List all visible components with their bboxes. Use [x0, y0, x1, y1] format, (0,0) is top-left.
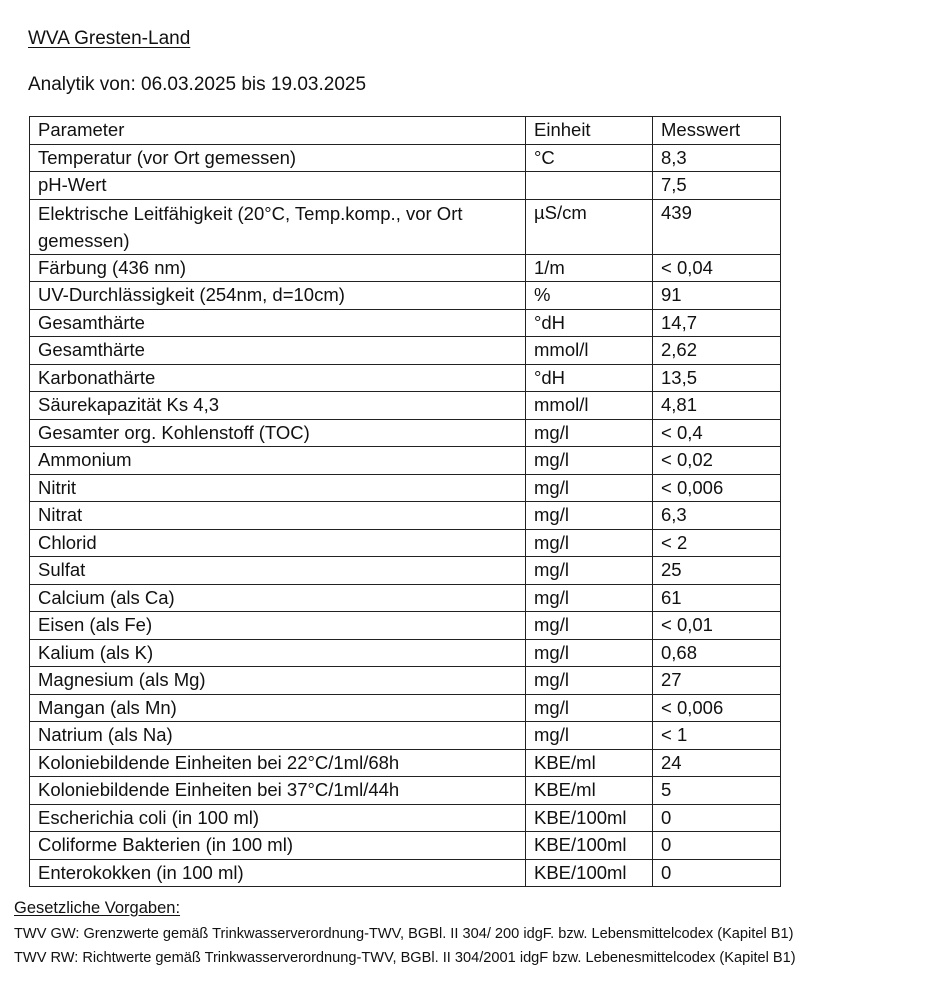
legal-line-grenzwerte: TWV GW: Grenzwerte gemäß Trinkwasserverordnung-TWV, BGBl. II 304/ 200 idgF. bzw. Lebensmittelcodex (Kapitel B1) — [14, 926, 794, 942]
table-row — [30, 639, 781, 667]
cell-value: < 1 — [653, 722, 781, 750]
table-row — [30, 447, 781, 475]
cell-value: 91 — [653, 282, 781, 310]
cell-value: 0 — [653, 804, 781, 832]
table-row — [30, 777, 781, 805]
cell-value: < 0,01 — [653, 612, 781, 640]
cell-value: 2,62 — [653, 337, 781, 365]
cell-unit: mg/l — [526, 419, 653, 447]
table-row — [30, 612, 781, 640]
cell-value: 61 — [653, 584, 781, 612]
analysis-table — [29, 116, 781, 887]
cell-value: 4,81 — [653, 392, 781, 420]
table-row — [30, 584, 781, 612]
cell-unit: mg/l — [526, 529, 653, 557]
cell-unit: % — [526, 282, 653, 310]
legal-heading: Gesetzliche Vorgaben: — [14, 899, 181, 917]
cell-parameter: Enterokokken (in 100 ml) — [30, 859, 526, 887]
cell-parameter: Säurekapazität Ks 4,3 — [30, 392, 526, 420]
cell-value: 7,5 — [653, 172, 781, 200]
cell-parameter: Magnesium (als Mg) — [30, 667, 526, 695]
cell-parameter: Ammonium — [30, 447, 526, 475]
legal-line-richtwerte: TWV RW: Richtwerte gemäß Trinkwasserverordnung-TWV, BGBl. II 304/2001 idgF bzw. Lebenesmittelcodex (Kapitel B1) — [14, 950, 796, 966]
cell-parameter: pH-Wert — [30, 172, 526, 200]
cell-value: 0 — [653, 832, 781, 860]
cell-parameter: Nitrit — [30, 474, 526, 502]
cell-parameter: Sulfat — [30, 557, 526, 585]
table-row — [30, 859, 781, 887]
cell-unit: mg/l — [526, 502, 653, 530]
cell-unit: mg/l — [526, 474, 653, 502]
table-row — [30, 392, 781, 420]
table-row — [30, 419, 781, 447]
cell-parameter: Nitrat — [30, 502, 526, 530]
cell-value: 25 — [653, 557, 781, 585]
cell-value: < 2 — [653, 529, 781, 557]
cell-parameter: Färbung (436 nm) — [30, 254, 526, 282]
table-row — [30, 502, 781, 530]
cell-unit: mg/l — [526, 612, 653, 640]
cell-unit: mmol/l — [526, 392, 653, 420]
cell-value: 5 — [653, 777, 781, 805]
cell-parameter: Gesamthärte — [30, 309, 526, 337]
cell-parameter: UV-Durchlässigkeit (254nm, d=10cm) — [30, 282, 526, 310]
cell-parameter: Kalium (als K) — [30, 639, 526, 667]
cell-parameter: Gesamter org. Kohlenstoff (TOC) — [30, 419, 526, 447]
cell-value: 14,7 — [653, 309, 781, 337]
header-value: Messwert — [653, 117, 781, 145]
cell-value: 439 — [653, 199, 781, 254]
table-row — [30, 557, 781, 585]
cell-parameter: Coliforme Bakterien (in 100 ml) — [30, 832, 526, 860]
cell-parameter: Eisen (als Fe) — [30, 612, 526, 640]
cell-parameter: Escherichia coli (in 100 ml) — [30, 804, 526, 832]
table-row — [30, 309, 781, 337]
cell-unit: mg/l — [526, 639, 653, 667]
cell-unit: mg/l — [526, 694, 653, 722]
document-title: WVA Gresten-Land — [28, 28, 191, 49]
table-row — [30, 832, 781, 860]
table-row — [30, 364, 781, 392]
cell-value: 6,3 — [653, 502, 781, 530]
cell-unit: KBE/100ml — [526, 859, 653, 887]
table-row — [30, 282, 781, 310]
cell-parameter: Koloniebildende Einheiten bei 22°C/1ml/68h — [30, 749, 526, 777]
cell-parameter: Mangan (als Mn) — [30, 694, 526, 722]
cell-unit — [526, 172, 653, 200]
cell-unit: 1/m — [526, 254, 653, 282]
table-row — [30, 474, 781, 502]
cell-value: 8,3 — [653, 144, 781, 172]
table-row — [30, 254, 781, 282]
analysis-period: Analytik von: 06.03.2025 bis 19.03.2025 — [28, 74, 367, 95]
cell-unit: µS/cm — [526, 199, 653, 254]
cell-parameter: Calcium (als Ca) — [30, 584, 526, 612]
cell-unit: mg/l — [526, 557, 653, 585]
cell-unit: °dH — [526, 309, 653, 337]
cell-unit: mg/l — [526, 667, 653, 695]
table-header-row — [30, 117, 781, 145]
cell-parameter: Temperatur (vor Ort gemessen) — [30, 144, 526, 172]
cell-parameter: Natrium (als Na) — [30, 722, 526, 750]
table-row — [30, 722, 781, 750]
cell-unit: mg/l — [526, 447, 653, 475]
cell-value: < 0,02 — [653, 447, 781, 475]
table-row — [30, 749, 781, 777]
header-parameter: Parameter — [30, 117, 526, 145]
cell-parameter: Elektrische Leitfähigkeit (20°C, Temp.komp., vor Ort gemessen) — [30, 199, 526, 254]
cell-unit: °C — [526, 144, 653, 172]
table-row — [30, 199, 781, 254]
table-row — [30, 694, 781, 722]
cell-value: 24 — [653, 749, 781, 777]
table-row — [30, 804, 781, 832]
cell-unit: °dH — [526, 364, 653, 392]
table-row — [30, 144, 781, 172]
cell-value: < 0,04 — [653, 254, 781, 282]
header-unit: Einheit — [526, 117, 653, 145]
table-row — [30, 172, 781, 200]
cell-unit: KBE/100ml — [526, 804, 653, 832]
table-row — [30, 529, 781, 557]
table-row — [30, 337, 781, 365]
cell-unit: mg/l — [526, 584, 653, 612]
cell-value: 0 — [653, 859, 781, 887]
cell-parameter: Gesamthärte — [30, 337, 526, 365]
cell-parameter: Koloniebildende Einheiten bei 37°C/1ml/44h — [30, 777, 526, 805]
cell-parameter: Karbonathärte — [30, 364, 526, 392]
cell-value: 27 — [653, 667, 781, 695]
cell-value: < 0,006 — [653, 474, 781, 502]
cell-unit: KBE/ml — [526, 777, 653, 805]
cell-unit: KBE/100ml — [526, 832, 653, 860]
cell-unit: mmol/l — [526, 337, 653, 365]
cell-value: 0,68 — [653, 639, 781, 667]
cell-value: 13,5 — [653, 364, 781, 392]
cell-unit: mg/l — [526, 722, 653, 750]
cell-value: < 0,4 — [653, 419, 781, 447]
table-row — [30, 667, 781, 695]
cell-value: < 0,006 — [653, 694, 781, 722]
cell-parameter: Chlorid — [30, 529, 526, 557]
cell-unit: KBE/ml — [526, 749, 653, 777]
